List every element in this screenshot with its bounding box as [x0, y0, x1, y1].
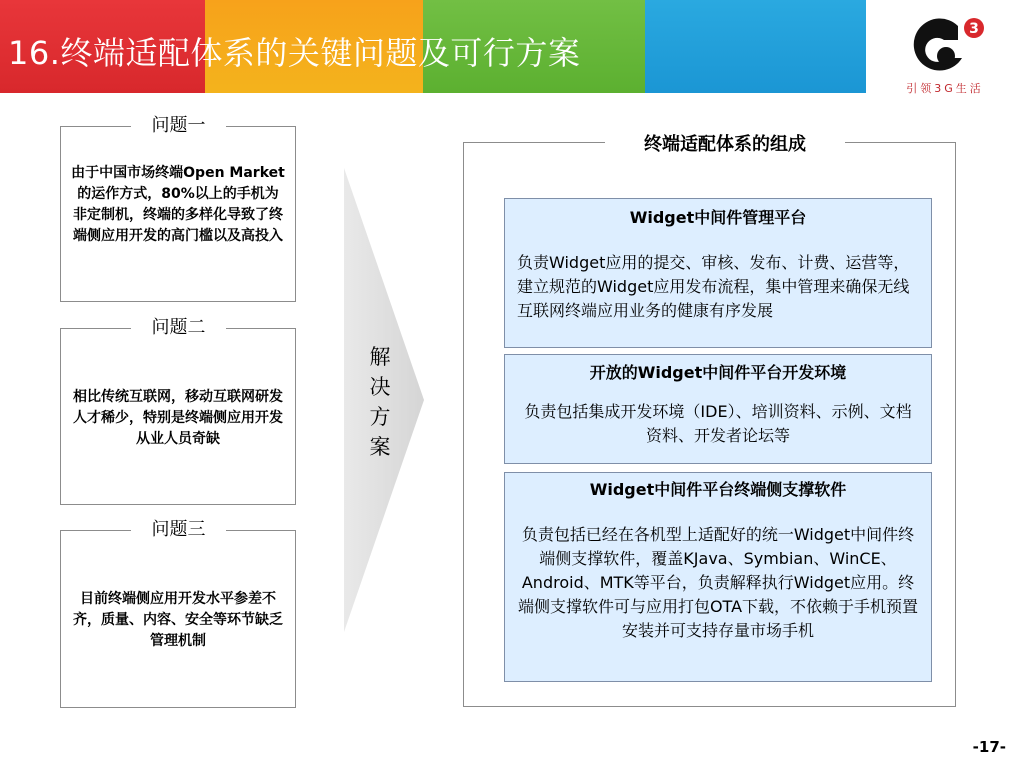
- problem-title: 问题一: [131, 114, 226, 138]
- composition-item-terminal-software: [504, 472, 932, 682]
- solution-char: 方: [369, 405, 391, 429]
- composition-item-dev-environment: [504, 354, 932, 464]
- composition-title: 终端适配体系的组成: [605, 132, 845, 158]
- solution-char: 解: [369, 345, 391, 369]
- problem-body: 目前终端侧应用开发水平参差不齐，质量、内容、安全等环节缺乏管理机制: [73, 591, 283, 649]
- page-title: 16.终端适配体系的关键问题及可行方案: [8, 34, 581, 72]
- problem-box-2: [60, 317, 296, 505]
- problem-title: 问题三: [131, 518, 226, 542]
- banner-segment-blue: [645, 0, 866, 93]
- problem-body: 相比传统互联网，移动互联网研发人才稀少，特别是终端侧应用开发从业人员奇缺: [73, 389, 283, 447]
- problem-box-3: [60, 519, 296, 708]
- composition-item-desc: 负责包括集成开发环境（IDE）、培训资料、示例、文档资料、开发者论坛等: [524, 402, 912, 445]
- solution-char: 决: [369, 375, 391, 399]
- composition-item-title: 开放的Widget中间件平台开发环境: [589, 363, 847, 382]
- composition-item-desc: 负责包括已经在各机型上适配好的统一Widget中间件终端侧支撑软件，覆盖KJava、Symbian、WinCE、Android、MTK等平台，负责解释执行Widget应用。终端侧支撑软件可与应用打包OTA下载，不依赖于手机预置安装并可支持存量市场手机: [517, 525, 919, 640]
- solution-label: [365, 342, 395, 462]
- composition-item-desc: 负责Widget应用的提交、审核、发布、计费、运营等，建立规范的Widget应用发布流程，集中管理来确保无线互联网终端应用业务的健康有序发展: [517, 253, 910, 320]
- composition-item-title: Widget中间件管理平台: [629, 208, 807, 227]
- composition-item-title: Widget中间件平台终端侧支撑软件: [589, 480, 847, 499]
- logo-tagline: 引领3G生活: [906, 82, 984, 95]
- page-number: -17-: [972, 738, 1006, 756]
- composition-item-management-platform: [504, 198, 932, 348]
- problem-title: 问题二: [131, 316, 226, 340]
- problem-body: 由于中国市场终端Open Market的运作方式，80%以上的手机为非定制机，终端的多样化导致了终端侧应用开发的高门槛以及高投入: [71, 165, 285, 244]
- problem-box-1: [60, 115, 296, 302]
- svg-text:3: 3: [969, 21, 979, 37]
- solution-char: 案: [369, 435, 391, 459]
